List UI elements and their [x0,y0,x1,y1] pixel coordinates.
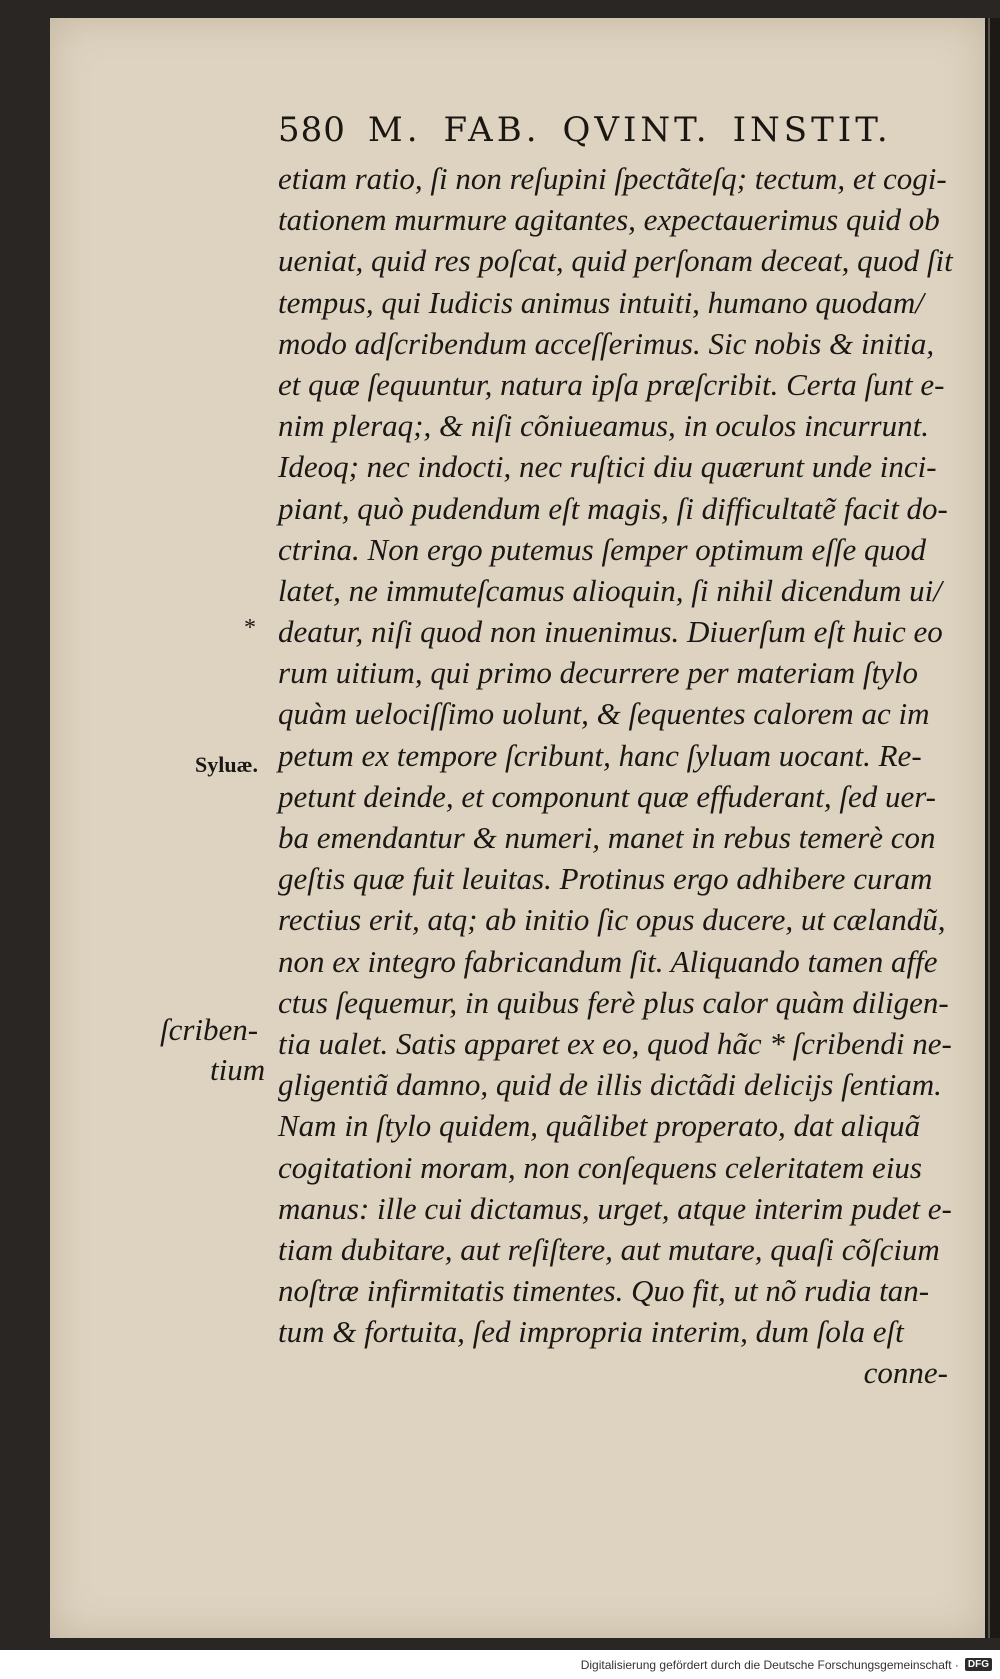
running-title-part: INSTIT. [732,110,892,150]
text-line: noſtræ infirmitatis timentes. Quo fit, ut nõ rudia tan- [278,1273,930,1309]
text-line: Ideoq; nec indocti, nec ruſtici diu quærunt unde inci- [278,449,937,485]
text-line: deatur, niſi quod non inuenimus. Diuerſum eſt huic eo [278,614,943,650]
text-line: rectius erit, atq; ab initio ſic opus ducere, ut cælandũ, [278,902,946,938]
text-line: tempus, qui Iudicis animus intuiti, humano quodam/ [278,284,924,320]
text-line: quàm uelociſſimo uolunt, & ſequentes calorem ac im [278,696,930,732]
text-line: ctus ſequemur, in quibus ferè plus calor quàm diligen- [278,984,949,1020]
text-line: Nam in ſtylo quidem, quãlibet properato, dat aliquã [278,1108,921,1144]
dfg-logo: DFG [965,1658,992,1671]
text-line: ctrina. Non ergo putemus ſemper optimum eſſe quod [278,531,927,567]
marginal-note-tium: tium [210,1052,266,1087]
text-line: petunt deinde, et componunt quæ effuderant, ſed uer- [278,778,936,814]
page-edge [985,18,1000,1638]
text-line: et quæ ſequuntur, natura ipſa præſcribit. Certa ſunt e- [278,366,945,402]
marginal-asterisk: * [244,615,256,641]
body-text [278,158,968,1394]
catchword: conne- [863,1355,948,1391]
text-line: nim pleraq;, & niſi cõniueamus, in oculos incurrunt. [278,408,929,444]
text-line: piant, quò pudendum eſt magis, ſi difficultatẽ facit do- [278,490,948,526]
text-line: geſtis quæ fuit leuitas. Protinus ergo adhibere curam [278,861,933,897]
text-line: tationem murmure agitantes, expectauerimus quid ob [278,202,940,238]
text-line: petum ex tempore ſcribunt, hanc ſyluam uocant. Re- [278,737,922,773]
marginal-note-sylvae: Syluæ. [195,752,258,777]
running-head [278,110,938,160]
footer-bar [0,1650,1000,1679]
text-line: tum & fortuita, ſed impropria interim, dum ſola eſt [278,1314,904,1350]
marginal-note-scriben: ſcriben- [160,1012,259,1047]
text-line: non ex integro fabricandum ſit. Aliquando tamen affe [278,943,938,979]
text-line: ba emendantur & numeri, manet in rebus temerè con [278,820,936,855]
text-line: cogitationi moram, non conſequens celeritatem eius [278,1149,922,1185]
running-title-part: QVINT. [562,110,711,150]
running-title-part: M. [367,110,422,150]
text-line: ueniat, quid res poſcat, quid perſonam deceat, quod ſit [278,243,953,279]
running-title-part: FAB. [443,110,541,150]
text-line: tia ualet. Satis apparet ex eo, quod hãc * ſcribendi ne- [278,1025,952,1061]
funding-credit: Digitalisierung gefördert durch die Deutsche Forschungsgemeinschaft · [580,1657,959,1672]
text-line: tiam dubitare, aut reſiſtere, aut mutare, quaſi cõſcium [278,1231,940,1267]
text-line: modo adſcribendum acceſſerimus. Sic nobis & initia, [278,325,935,361]
text-line: manus: ille cui dictamus, urget, atque interim pudet e- [278,1190,952,1226]
text-line: etiam ratio, ſi non reſupini ſpectãteſq; tectum, et cogi- [278,161,947,196]
text-line: rum uitium, qui primo decurrere per materiam ſtylo [278,655,919,691]
text-line: gligentiã damno, quid de illis dictãdi delicijs ſentiam. [278,1067,942,1103]
text-line: latet, ne immuteſcamus alioquin, ſi nihil dicendum ui/ [278,572,942,608]
page-number: 580 [278,110,346,150]
